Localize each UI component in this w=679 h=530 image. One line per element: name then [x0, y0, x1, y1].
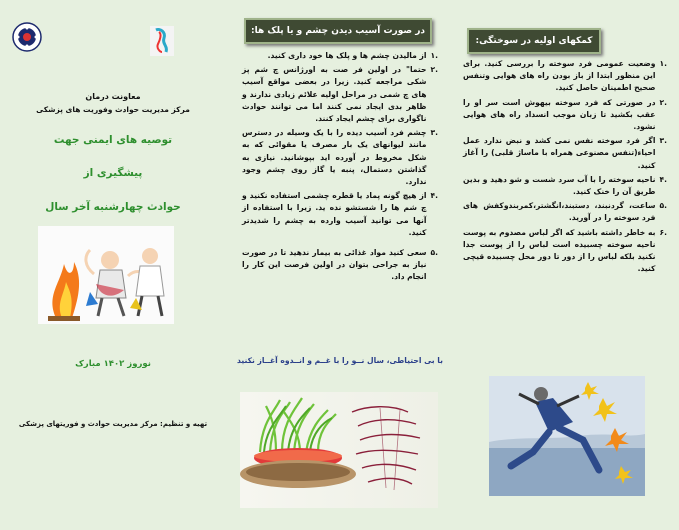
- list-item: [242, 247, 438, 284]
- list-item: [242, 50, 438, 62]
- credit-line: تهیه و تنظیم: مرکز مدیریت حوادث و فوریتهای پزشکی: [18, 420, 208, 428]
- item-text: از هیچ گونه پماد یا قطره چشمی استفاده نکنید و چ شم ها را شستشو نده ید. زیرا با استفاده از آنها می توانید آسیب وارده به چشم را شدیدتر کنید.: [242, 191, 427, 237]
- item-number: .۴: [430, 191, 438, 201]
- burn-first-aid-heading: کمکهای اولیه در سوختگی:: [467, 28, 601, 54]
- item-number: .۳: [659, 136, 667, 146]
- item-number: .۵: [430, 248, 438, 258]
- title-line3: حوادث چهارشنبه آخر سال: [45, 201, 181, 213]
- item-number: .۲: [430, 65, 438, 75]
- item-number: .۲: [659, 97, 667, 107]
- main-title: [10, 130, 216, 220]
- university-logo: [150, 26, 174, 56]
- item-text: ساعت، گردنبند، دستبند،انگشتر،کمربندوکفش های فرد سوخته را در آورید.: [463, 201, 656, 223]
- item-number: .۳: [430, 128, 438, 138]
- list-item: [242, 190, 438, 239]
- item-text: اگر فرد سوخته نفس نمی کشد و نبض ندارد عمل احیاء(تنفس مصنوعی همراه با ماساژ قلبی) را آغاز کنید.: [463, 136, 656, 170]
- eye-injury-heading: در صورت آسیب دیدن چشم و یا پلک ها:: [244, 18, 432, 44]
- sabzeh-image: [240, 392, 438, 508]
- item-text: در صورتی که فرد سوخته بیهوش است سر او را عقب بکشید تا زبان موجب انسداد راه های هوایی نشود.: [463, 97, 656, 132]
- item-text: ناحیه سوخته را با آب سرد شست و شو دهید و بدین طریق آن را خنک کنید.: [463, 174, 656, 197]
- left-panel: [0, 0, 226, 530]
- item-number: .۵: [659, 201, 667, 211]
- title-line2: پیشگیری از: [83, 167, 143, 179]
- ministry-logo: [12, 22, 42, 52]
- item-text: حتما" در اولین فر صت به اورژانس چ شم پز شکی مراجعه کنید. زیرا در بعضی مواقع آسیب های چ شمی در مراحل اولیه علائم زیادی ندارند و ظاهر بدی ایجاد نمی کنند اما می توانند حوادث ناگواری برای چشم ایجاد کنند.: [242, 65, 427, 124]
- item-number: .۴: [659, 174, 667, 184]
- list-item: [242, 64, 438, 125]
- item-text: وضعیت عمومی فرد سوخته را بررسی کنید. برای این منظور ابتدا از باز بودن راه های هوایی وتنفس صحیح اطمینان حاصل کنید.: [463, 59, 656, 93]
- list-item: [463, 58, 667, 95]
- right-panel: [453, 0, 679, 530]
- org-line2: مرکز مدیریت حوادث وفوریت های پزشکی: [36, 105, 190, 114]
- list-item: [463, 200, 667, 224]
- org-header: [10, 90, 216, 116]
- item-text: چشم فرد آسیب دیده را با یک وسیله در دسترس مانند لیوانهای یک بار مصرف یا مقوائی که به شکل مخروط در آورده اید بپوشانید. نیازی به گذاشتن دستمال، پنبه یا گاز روی چشم وجود ندارد.: [242, 128, 427, 187]
- middle-panel: [226, 0, 453, 530]
- list-item: [463, 227, 667, 276]
- org-line1: معاونت درمان: [85, 92, 141, 101]
- title-line1: توصیه های ایمنی جهت: [53, 134, 173, 146]
- item-text: از مالیدن چشم ها و پلک ها خود داری کنید.: [267, 51, 427, 60]
- list-item: [463, 174, 667, 198]
- item-text: سعی کنید مواد غذائی به بیمار ندهید تا در صورت نیاز به جراحی بتوان در اولین فرصت این کار را انجام داد.: [242, 248, 427, 282]
- running-man-image: [489, 376, 645, 496]
- list-item: [242, 127, 438, 188]
- list-item: [463, 97, 667, 134]
- item-number: .۱: [430, 51, 438, 60]
- item-number: .۶: [659, 227, 667, 237]
- nowruz-greeting: نوروز ۱۴۰۲ مبارک: [75, 359, 151, 369]
- list-item: [463, 135, 667, 172]
- eye-injury-list: [242, 50, 438, 286]
- safety-slogan: با بی احتیاطی، سال نــو را با غــم و انــدوه آغــاز نکنید: [237, 356, 443, 365]
- burn-first-aid-list: [463, 58, 667, 277]
- fire-illustration: [38, 226, 174, 324]
- item-number: .۱: [659, 59, 667, 68]
- item-text: به خاطر داشته باشید که اگر لباس مصدوم به پوست ناحیه سوخته چسبیده است لباس را از پوست جدا نکنید بلکه لباس را از دور تا دور محل چسبیده قیچی کنید.: [463, 227, 656, 274]
